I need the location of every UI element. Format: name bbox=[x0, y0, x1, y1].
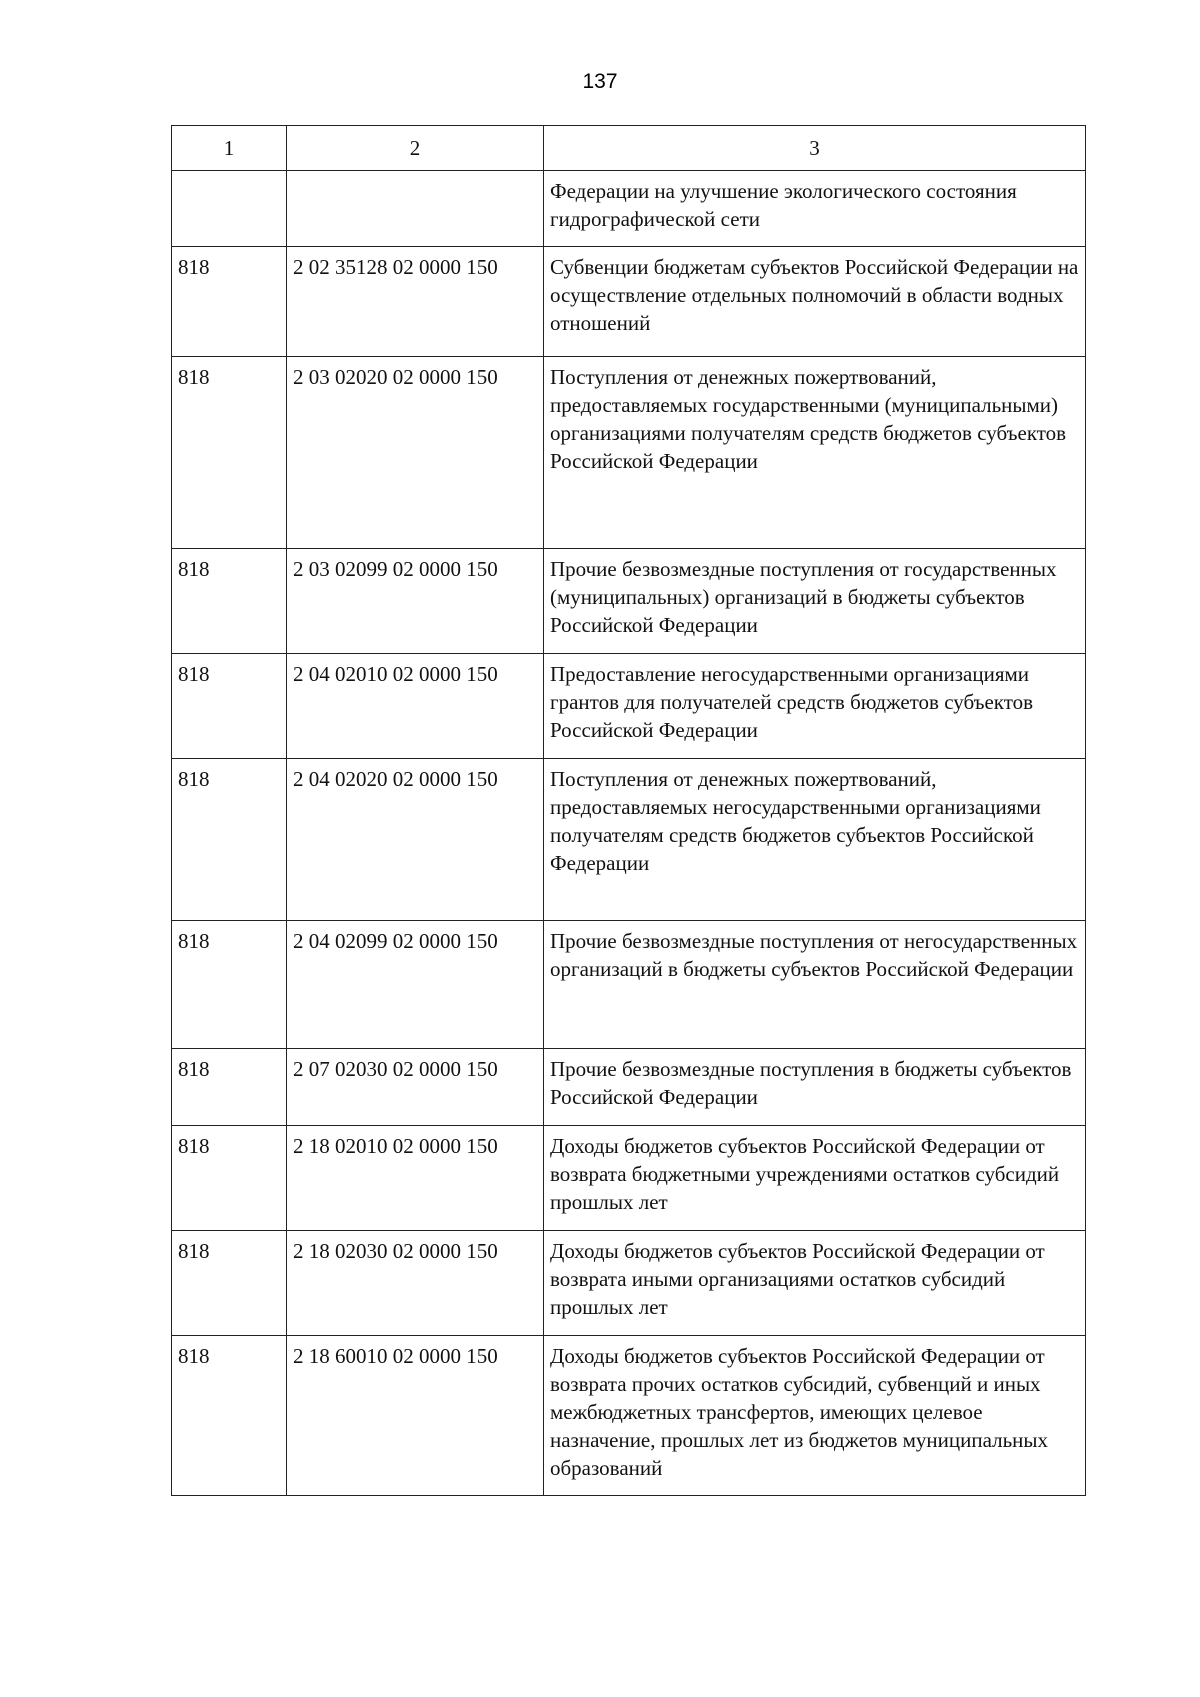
table-row bbox=[172, 549, 1086, 654]
admin-code-cell: 818 bbox=[172, 759, 287, 921]
revenue-code-cell: 2 07 02030 02 0000 150 bbox=[287, 1049, 544, 1126]
revenue-code-cell: 2 04 02099 02 0000 150 bbox=[287, 921, 544, 1049]
revenue-code-cell: 2 18 02010 02 0000 150 bbox=[287, 1126, 544, 1231]
admin-code-cell: 818 bbox=[172, 549, 287, 654]
revenue-code-cell: 2 02 35128 02 0000 150 bbox=[287, 247, 544, 357]
column-header-3: 3 bbox=[544, 126, 1086, 171]
table-row bbox=[172, 1336, 1086, 1496]
revenue-code-cell: 2 04 02020 02 0000 150 bbox=[287, 759, 544, 921]
table-row bbox=[172, 759, 1086, 921]
description-cell: Доходы бюджетов субъектов Российской Федерации от возврата прочих остатков субсидий, субвенций и иных межбюджетных трансфертов, имеющих целевое назначение, прошлых лет из бюджетов муниципальных образований bbox=[544, 1336, 1086, 1496]
table-header-row bbox=[172, 126, 1086, 171]
revenue-code-cell: 2 03 02099 02 0000 150 bbox=[287, 549, 544, 654]
description-cell: Доходы бюджетов субъектов Российской Федерации от возврата бюджетными учреждениями остатков субсидий прошлых лет bbox=[544, 1126, 1086, 1231]
description-cell: Предоставление негосударственными организациями грантов для получателей средств бюджетов субъектов Российской Федерации bbox=[544, 654, 1086, 759]
column-header-1: 1 bbox=[172, 126, 287, 171]
table-row bbox=[172, 921, 1086, 1049]
page-number: 137 bbox=[582, 70, 618, 93]
description-cell: Доходы бюджетов субъектов Российской Федерации от возврата иными организациями остатков субсидий прошлых лет bbox=[544, 1231, 1086, 1336]
admin-code-cell: 818 bbox=[172, 654, 287, 759]
revenue-code-cell bbox=[287, 171, 544, 247]
table-row bbox=[172, 171, 1086, 247]
table-row bbox=[172, 1049, 1086, 1126]
description-cell: Федерации на улучшение экологического состояния гидрографической сети bbox=[544, 171, 1086, 247]
description-cell: Прочие безвозмездные поступления в бюджеты субъектов Российской Федерации bbox=[544, 1049, 1086, 1126]
table-row bbox=[172, 357, 1086, 549]
table-row bbox=[172, 1126, 1086, 1231]
description-cell: Поступления от денежных пожертвований, предоставляемых негосударственными организациями получателям средств бюджетов субъектов Российской Федерации bbox=[544, 759, 1086, 921]
admin-code-cell: 818 bbox=[172, 1231, 287, 1336]
table-row bbox=[172, 1231, 1086, 1336]
admin-code-cell: 818 bbox=[172, 1336, 287, 1496]
admin-code-cell: 818 bbox=[172, 1126, 287, 1231]
description-cell: Поступления от денежных пожертвований, предоставляемых государственными (муниципальными) организациями получателям средств бюджетов субъектов Российской Федерации bbox=[544, 357, 1086, 549]
admin-code-cell: 818 bbox=[172, 1049, 287, 1126]
revenue-code-cell: 2 18 02030 02 0000 150 bbox=[287, 1231, 544, 1336]
revenue-code-cell: 2 04 02010 02 0000 150 bbox=[287, 654, 544, 759]
table-row bbox=[172, 654, 1086, 759]
description-cell: Прочие безвозмездные поступления от негосударственных организаций в бюджеты субъектов Российской Федерации bbox=[544, 921, 1086, 1049]
column-header-2: 2 bbox=[287, 126, 544, 171]
admin-code-cell: 818 bbox=[172, 247, 287, 357]
description-cell: Субвенции бюджетам субъектов Российской Федерации на осуществление отдельных полномочий в области водных отношений bbox=[544, 247, 1086, 357]
revenue-code-cell: 2 03 02020 02 0000 150 bbox=[287, 357, 544, 549]
admin-code-cell: 818 bbox=[172, 921, 287, 1049]
revenue-code-cell: 2 18 60010 02 0000 150 bbox=[287, 1336, 544, 1496]
budget-classification-table bbox=[171, 125, 1086, 1496]
description-cell: Прочие безвозмездные поступления от государственных (муниципальных) организаций в бюджеты субъектов Российской Федерации bbox=[544, 549, 1086, 654]
admin-code-cell: 818 bbox=[172, 357, 287, 549]
admin-code-cell bbox=[172, 171, 287, 247]
table-row bbox=[172, 247, 1086, 357]
